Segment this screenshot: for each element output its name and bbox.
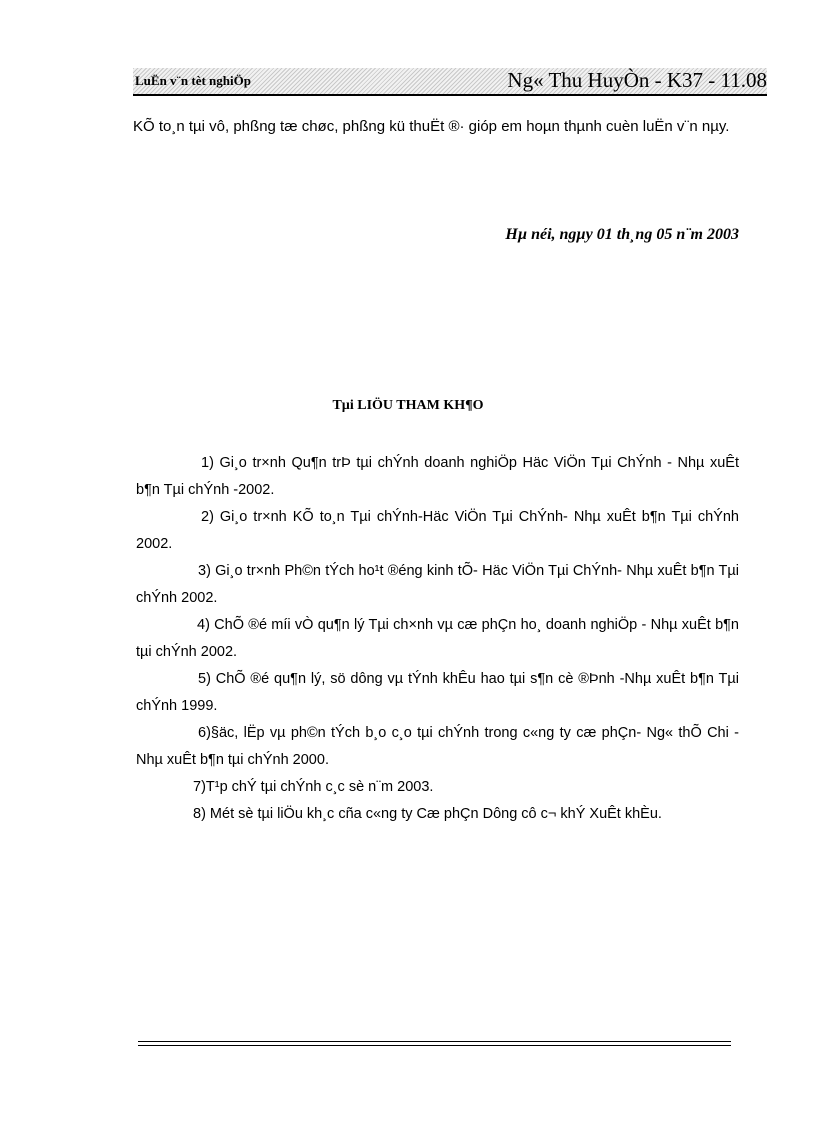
footer-double-rule [138, 1041, 731, 1046]
reference-item: 6)§äc, lËp vµ ph©n tÝch b¸o c¸o tµi chÝnh trong c«ng ty cæ phÇn- Ng« thÕ Chi - Nhµ xuÊt b¶n tµi chÝnh 2000. [136, 725, 739, 768]
reference-item: 8) Mét sè tµi liÖu kh¸c cña c«ng ty Cæ phÇn Dông cô c¬ khÝ XuÊt khÈu. [193, 806, 662, 822]
page-header [133, 68, 767, 96]
signoff-date-line: Hµ néi, ngµy 01 th¸ng 05 n¨m 2003 [505, 226, 739, 243]
reference-item: 7)T¹p chÝ tµi chÝnh c¸c sè n¨m 2003. [193, 779, 434, 795]
reference-item: 1) Gi¸o tr×nh Qu¶n trÞ tµi chÝnh doanh nghiÖp Häc ViÖn Tµi ChÝnh - Nhµ xuÊt b¶n Tµi chÝnh -2002. [136, 455, 739, 498]
reference-item: 4) ChÕ ®é míi vÒ qu¶n lý Tµi ch×nh vµ cæ phÇn ho¸ doanh nghiÖp - Nhµ xuÊt b¶n tµi chÝnh 2002. [136, 617, 739, 660]
references-title: Tµi LIÖU THAM KH¶O [332, 398, 484, 413]
header-author-info: Ng« Thu HuyÒn - K37 - 11.08 [507, 68, 767, 92]
references-list [136, 450, 739, 828]
reference-item: 5) ChÕ ®é qu¶n lý, sö dông vµ tÝnh khÊu hao tµi s¶n cè ®Þnh -Nhµ xuÊt b¶n Tµi chÝnh 1999. [136, 671, 739, 714]
reference-item: 2) Gi¸o tr×nh KÕ to¸n Tµi chÝnh-Häc ViÖn Tµi ChÝnh- Nhµ xuÊt b¶n Tµi chÝnh 2002. [136, 509, 739, 552]
reference-item: 3) Gi¸o tr×nh Ph©n tÝch ho¹t ®éng kinh tÕ- Häc ViÖn Tµi ChÝnh- Nhµ xuÊt b¶n Tµi chÝnh 2002. [136, 563, 739, 606]
header-thesis-label: LuËn v¨n tèt nghiÖp [135, 73, 251, 88]
intro-paragraph: KÕ to¸n tµi vô, phßng tæ chøc, phßng kü thuËt ®· gióp em hoµn thµnh cuèn luËn v¨n nµy. [133, 118, 730, 135]
